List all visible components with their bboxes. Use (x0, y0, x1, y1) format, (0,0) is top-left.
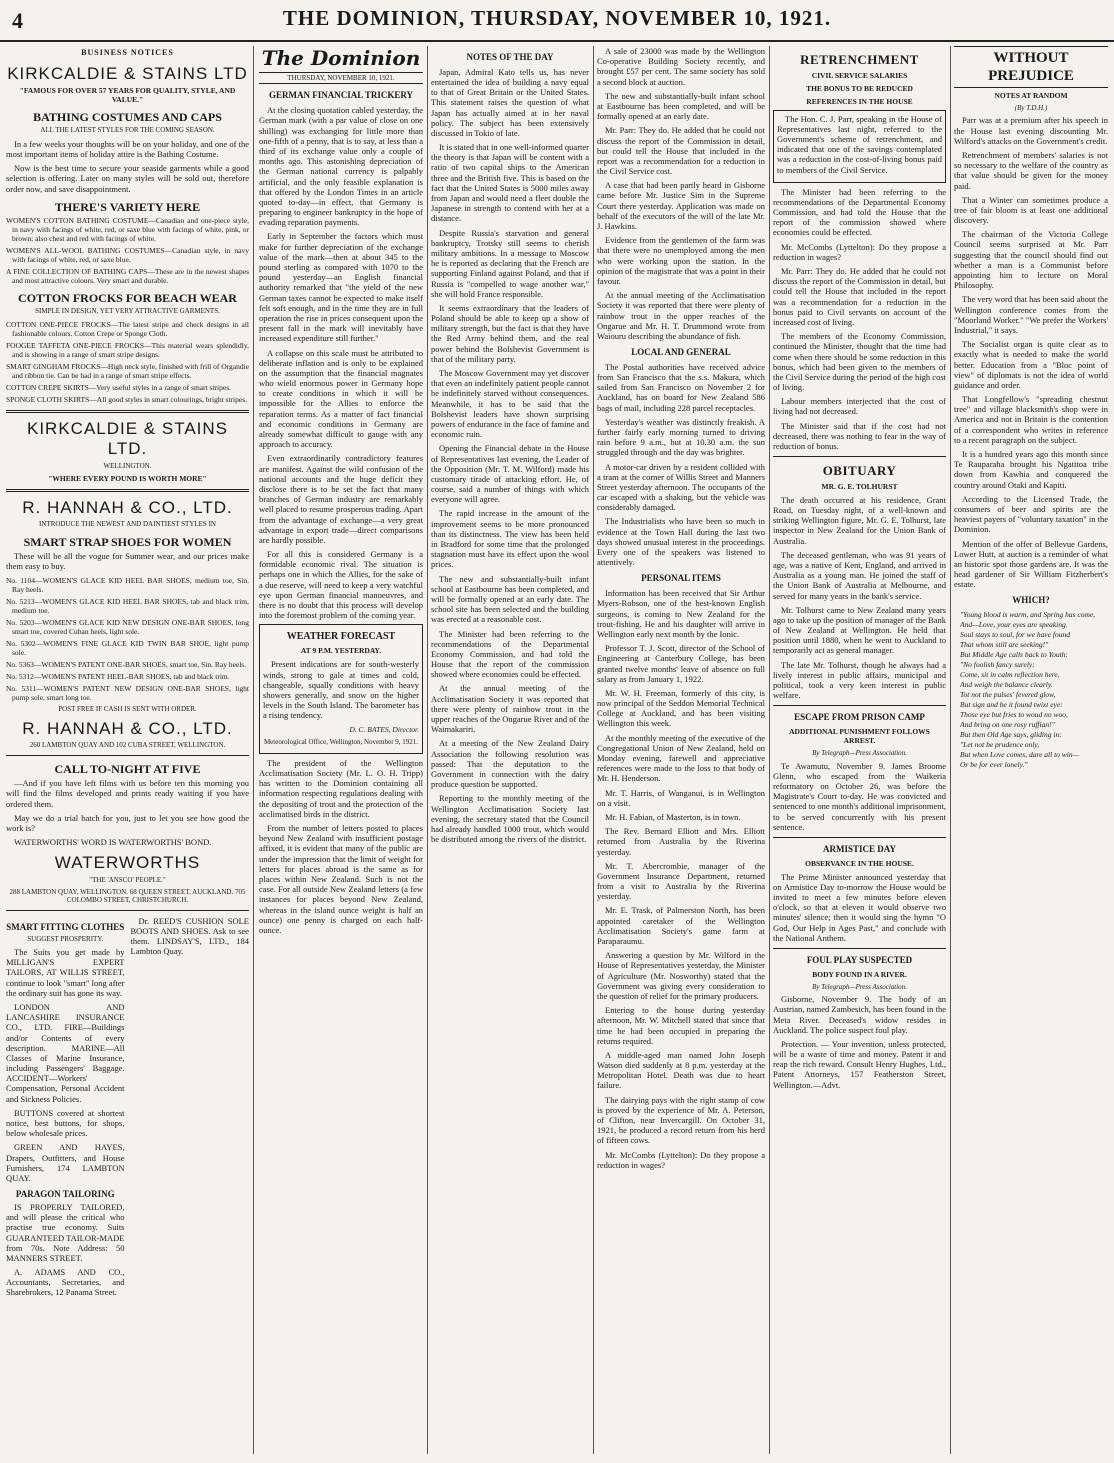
poem-line: "No foolish fancy surely; (960, 660, 1035, 670)
column-rule (950, 46, 951, 1454)
notes-heading: NOTES OF THE DAY (466, 52, 554, 62)
obituary-paragraph: The deceased gentleman, who was 91 years of age, was a native of Kent, England, and arrived in Australia as a young man. He joined the staff of the Union Bank of Australia at Melbourne, and served for many years in the bank's service. (773, 549, 946, 601)
local-paragraph: A middle-aged man named John Joseph Watson died suddenly at 8 p.m. yesterday at the Metropolitan Hotel. Death was due to heart failure. (597, 1049, 765, 1091)
ad-item: A FINE COLLECTION OF BATHING CAPS—These are in the newest shapes and most attractive colours. Very smart and durable. (6, 267, 249, 286)
reeds-text: Dr. REED'S CUSHION SOLE BOOTS AND SHOES. Ask to see them. LINDSAY'S, LTD., 184 Lambton Quay. (130, 915, 249, 957)
local-paragraph: The new and substantially-built infant school at Eastbourne has been completed, and will be formally opened at an early date. The school site has been selected and the building was erected at a reasonable cost. (431, 573, 589, 625)
hannah-text: These will be all the vogue for Summer wear, and our prices make them easy to buy. (6, 551, 249, 572)
bathing-subheading: ALL THE LATEST STYLES FOR THE COMING SEASON. (40, 126, 215, 135)
leader-column (259, 46, 423, 1456)
weather-office: Meteorological Office, Wellington, November 9, 1921. (263, 737, 419, 746)
retrenchment-sub-3: REFERENCES IN THE HOUSE (806, 96, 913, 106)
poem-line: Come, sit in calm reflection here, (960, 670, 1060, 680)
ad-item: SPONGE CLOTH SKIRTS—All good styles in smart colourings, bright stripes. (6, 394, 248, 404)
hannah-name-2: R. HANNAH & CO., LTD. (22, 718, 233, 738)
notes-paragraph: Japan, Admiral Kato tells us, has never entertained the idea of building a navy equal to that of Great Britain or the United States. This statement raises the question of what Japan has actually aimed at in her naval policy. The subject has been extensively discussed in Tokio of late. (431, 66, 589, 138)
waterworths-name: WATERWORTHS (54, 853, 201, 873)
retrenchment-paragraph: Mr. Parr: They do. He added that he could not discuss the report of the Commission in detail, but could tell the House that included in the report was a recommendation for a reduction in the bonus paid to Civil servants on account of the increased cost of living. (773, 266, 946, 327)
retrenchment-sub-2: THE BONUS TO BE REDUCED (806, 83, 913, 93)
local-paragraph: At the annual meeting of the Acclimatisation Society it was reported that there were plenty of rainbow trout in the upper reaches of the Ongarue River and of the Waimakariri. (431, 683, 589, 735)
poem-line: "Young blood is warm, and Spring has come, (960, 610, 1096, 620)
foul-play-heading: FOUL PLAY SUSPECTED (806, 954, 913, 965)
obituary-paragraph: The death occurred at his residence, Grant Road, on Tuesday night, of a well-known and striking Wellington figure, Mr. G. E. Tolhurst, late inspector in New Zealand for the Union Bank of Australia. (773, 494, 946, 546)
personal-paragraph: Mr. H. Fabian, of Masterton, is in town. (605, 811, 741, 822)
ad-item: WOMEN'S COTTON BATHING COSTUME—Canadian and one-piece style, in navy with facings of white, red, or saxe blue with facings of white, pink, or brown; also chest and red with facings of white. (6, 216, 249, 244)
random-note: The very word that has been said about the Wellington conference comes from the "Moorland Worker." "We prefer the Workers' Industrial," it says. (954, 294, 1108, 335)
paragon-text: IS PROPERLY TAILORED, and will please the critical who practise true economy. Suits GUARANTEED TAILOR-MADE from 70s. Note Address: 50 MANNERS STREET. (6, 1201, 125, 1263)
col4-paragraph: Mr. McCombs (Lyttelton): Do they propose a reduction in wages? (597, 1149, 765, 1170)
local-paragraph: Answering a question by Mr. Wilford in the House of Representatives yesterday, the Minister of Agriculture (Mr. Nosworthy) stated that the Government was giving every consideration to the question of relief for the primary producers. (597, 950, 765, 1001)
column-rule (427, 46, 428, 1454)
divider (773, 705, 946, 706)
smart-heading: SMART FITTING CLOTHES (6, 921, 125, 932)
weather-heading: WEATHER FORECAST (286, 631, 396, 643)
poem-line: Or be for ever lonely." (960, 760, 1028, 770)
ad-item: FOOGEE TAFFETA ONE-PIECE FROCKS—This material wears splendidly, and is showing in a range of smart stripe designs. (6, 340, 249, 359)
notes-at-random-sub: NOTES AT RANDOM (994, 91, 1068, 100)
smart-text: The Suits you get made by MILLIGAN'S EXPERT TAILORS, AT WILLIS STREET, continue to look "smart" long after the ordinary suit has gone its way. (6, 947, 125, 998)
notes-paragraph: Despite Russia's starvation and general bankruptcy, Trotsky still seems to cherish military ambitions. In a message to Moscow he is reported as declaring that the French are supporting Finland against Poland, and that if Russia is "compelled to wage another war," she will hold France responsible. (431, 227, 589, 299)
col4-paragraph: A sale of 23000 was made by the Wellington Co-operative Building Society recently, and brought £57 per cent. The same society has sold a second block at auction. (597, 46, 765, 87)
personal-heading: PERSONAL ITEMS (641, 573, 721, 584)
retrenchment-sub: CIVIL SERVICE SALARIES (811, 70, 908, 80)
leader-date: THURSDAY, NOVEMBER 10, 1921. (259, 72, 423, 84)
hannah-post: POST FREE IF CASH IS SENT WITH ORDER. (58, 704, 197, 713)
call-text-3: WATERWORTHS' WORD IS WATERWORTHS' BOND. (14, 837, 212, 848)
notes-paragraph: The Moscow Government may yet discover that even an indefinitely patient people cannot be indefinitely starved without consequences. Meanwhile, it has to be said that the Bolshevist leaders have shown surprising powers of endurance in the face of famine and economic ruin. (431, 368, 589, 440)
masthead (0, 0, 1114, 42)
foul-play-sub: BODY FOUND IN A RIVER. (812, 969, 907, 979)
retrenchment-column (773, 46, 946, 1456)
acclimatisation-text: The president of the Wellington Acclimatisation Society (Mr. L. O. H. Tripp) has written to the Dominion containing all information respecting regulations dealing with the depositing of trout and the protection of the acclimatised birds in the district. (259, 757, 423, 819)
column-rule (769, 46, 770, 1454)
protection-ad: Protection. — Your invention, unless protected, will be a waste of time and money. Patent it and reap the rich reward. Consult Henry Hughes, Ltd., Patent Attorneys, 157 Featherston Street, Wellington.—Advt. (773, 1038, 946, 1090)
random-note: The Socialist organ is quite clear as to exactly what is needed to make the world better. Education from a "Bloc point of view" of diplomats is not the idea of world guidance and order. (954, 339, 1108, 390)
bathing-heading: BATHING COSTUMES AND CAPS (33, 109, 222, 124)
random-note: Retrenchment of members' salaries is not so necessary to the welfare of the country as that value should be given for the money paid. (954, 149, 1108, 191)
poem-heading: WHICH? (1012, 595, 1050, 606)
local-heading: LOCAL AND GENERAL (631, 347, 731, 358)
divider (6, 410, 249, 413)
personal-paragraph: Information has been received that Sir Arthur Myers-Robson, one of the best-known English surgeons, is coming to New Zealand for the trout-fishing. He and his daughter will arrive in Wellington early next month by the Ionic. (597, 588, 765, 639)
foul-play-text: Gisborne, November 9. The body of an Austrian, named Zambesich, has been found in the Meta River. Deceased's widow resides in Auckland. The police suspect foul play. (773, 994, 946, 1035)
adams-text: A. ADAMS AND CO., Accountants, Secretaries, and Sharebrokers, 12 Panama Street. (6, 1267, 125, 1298)
random-note: According to the Licensed Trade, the consumers of beer and spirits are the heaviest payers of "voluntary taxation" in the Dominion. (954, 493, 1108, 535)
personal-paragraph: Mr. W. H. Freeman, formerly of this city, is now principal of the Seddon Memorial Technical College at Auckland, and has been visiting Wellington this week. (597, 687, 765, 729)
notes-paragraph: It seems extraordinary that the leaders of Poland should be able to keep up a show of military strength, but the fact is that they have the Red Army behind them, and the real power behind the Bolshevist Government is that of the military party. (431, 302, 589, 364)
foul-play-byline: By Telegraph—Press Association. (812, 982, 907, 991)
local-paragraph: The Postal authorities have received advice from San Francisco that the s.s. Makura, which sailed from San Francisco on November 2 for Auckland, has on board for New Zealand 586 bags of mail, including 228 parcel receptacles. (597, 361, 765, 413)
leader-paragraph: At the closing quotation cabled yesterday, the German mark (with a par value of close on one shilling) was exchanging for little more than one-fifth of a penny, that is to say, at less than a third of its exchange value only a couple of months ago. This astonishing depreciation of the German national currency is palpably artificial, and the only feasible explanation is that offered by the London Times in an article quoted to-day—in effect, that Germany is preparing to engineer bankruptcy in the hope of evading reparation payments. (259, 105, 423, 228)
poem (954, 610, 1108, 769)
without-prejudice-column (954, 46, 1108, 1456)
divider (773, 456, 946, 457)
local-paragraph: Yesterday's weather was distinctly freakish. A further fairly early morning turned to driving rain before 9 a.m., but at 10.30 a.m. the sun struggled through and the day was brighter. (597, 416, 765, 458)
retrenchment-paragraph: Mr. McCombs (Lyttelton): Do they propose a reduction in wages? (773, 241, 946, 262)
personal-paragraph: Professor T. J. Scott, director of the School of Engineering at Canterbury College, has been granted twelve months' leave of absence on full salary as from January 1, 1922. (597, 643, 765, 684)
leader-paragraph: For all this is considered Germany is a formidable economic rival. The situation is perhaps one in which the Allies, for the sake of a due reserve, will need to keep a very watchful eye upon German financial manoeuvres, and there is no doubt that this process will develop into the foremost problem of the coming year. (259, 549, 423, 621)
escape-byline: By Telegraph—Press Association. (812, 749, 907, 758)
retrenchment-summary (773, 110, 946, 183)
call-text: —And if you have left films with us before ten this morning you will find the films developed and prints ready waiting if you have ordered them. (6, 778, 249, 809)
shoe-item: No. 1104—WOMEN'S GLACE KID HEEL BAR SHOES, medium toe, Sin. Ray heels. (6, 575, 249, 594)
shoe-item: No. 5312—WOMEN'S PATENT HEEL-BAR SHOES, tab and black trim. (6, 671, 230, 681)
local-column (597, 46, 765, 1456)
kirkcaldie-name-2: KIRKCALDIE & STAINS LTD. (26, 418, 228, 459)
col4-paragraph: At the annual meeting of the Acclimatisation Society it was reported that there were plenty of rainbow trout in the upper reaches of the Ongarue and Mr. H. T. Drummond wrote from Waiouru describing the abundance of fish. (597, 290, 765, 341)
divider (773, 948, 946, 949)
local-paragraph: The Minister had been referring to the recommendations of the Departmental Economy Commission, and had told the House that the report of the commission showed where economies could be effected. (431, 628, 589, 680)
col4-paragraph: Mr. Parr: They do. He added that he could not discuss the report of the Commission in detail, but could tell the House that included in the report was a recommendation for a reduction in the Civil Service cost. (597, 125, 765, 177)
weather-signature: D. C. BATES, Director. (349, 724, 419, 734)
bathing-text-2: Now is the best time to secure your seaside garments while a good selection is offering. Later on many styles will be sold out, therefore order now, and save disappointment. (6, 163, 249, 194)
advertisements-column (6, 46, 249, 1456)
shoe-item: No. 5363—WOMEN'S PATENT ONE-BAR SHOES, smart toe, Sin. Ray heels. (6, 659, 247, 669)
divider (6, 489, 249, 492)
paper-title: The Dominion (261, 46, 421, 70)
hannah-address: 260 LAMBTON QUAY AND 102 CUBA STREET, WELLINGTON. (29, 741, 226, 750)
poem-line: And bring on one rosy ruffian!" (960, 720, 1055, 730)
leader-paragraph: From the number of letters posted to places beyond New Zealand with insufficient postage affixed, it is evident that many of the public are under the impression that the limit of weight for letters for places abroad is the same as for places within New Zealand. Such is not the case. For all outside New Zealand letters (a few instances for places beyond New Zealand, whereas in the island ounce weight is half an ounce) one penny is charged on each half-ounce. (259, 823, 423, 935)
business-notices-label: BUSINESS NOTICES (81, 48, 174, 57)
weather-text: Present indications are for south-westerly winds, strong to gale at times and cold, changeable, squally conditions with heavy showers generally, and snow on the higher levels in the South Island. The barometer has a rising tendency. (263, 659, 419, 721)
frocks-heading: COTTON FROCKS FOR BEACH WEAR (18, 291, 237, 306)
frocks-subheading: SIMPLE IN DESIGN, YET VERY ATTRACTIVE GARMENTS. (35, 307, 220, 316)
local-paragraph: Reporting to the monthly meeting of the Wellington Acclimatisation Society last evening, the secretary stated that the Council had already handled 1000 trout, which would be distributed among the rivers of the district. (431, 793, 589, 845)
retrenchment-paragraph: The members of the Economy Commission, continued the Minister, thought that the time had come when there should be some reduction in this bonus, which had been given to the members of the Civil Service during the period of the high cost of living. (773, 331, 946, 393)
obituary-heading: OBITUARY (822, 463, 897, 479)
notes-paragraph: Opening the Financial debate in the House of Representatives last evening, the Leader of the Opposition (Mr. T. M. Wilford) made his customary tirade of attacking effort. He, of course, said a number of things with which everyone will agree. (431, 443, 589, 505)
kirkcaldie-tagline: "FAMOUS FOR OVER 57 YEARS FOR QUALITY, STYLE, AND VALUE." (19, 85, 236, 104)
shoe-item: No. 5213—WOMEN'S GLACE KID HEEL BAR SHOES, tab and black trim, medium toe. (6, 596, 249, 615)
escape-heading: ESCAPE FROM PRISON CAMP (794, 712, 925, 723)
kirkcaldie-place: WELLINGTON. (103, 461, 152, 470)
ad-item: SMART GINGHAM FROCKS—High neck style, finished with frill of Organdie and ribbon tie. Can be had in a range of smart stripe effects. (6, 361, 249, 380)
col4-paragraph: A case that had been partly heard in Gisborne came before Mr. Justice Sim in the Supreme Court there yesterday. Application was made on behalf of the executors of the will of the late Mr. J. Hawkins. (597, 180, 765, 231)
hannah-intro: INTRODUCE THE NEWEST AND DAINTIEST STYLES IN (39, 520, 216, 529)
column-rule (253, 46, 254, 1454)
leader-paragraph: Even extraordinarily contradictory features are manifest. Against the wild confusion of the national accounts and the huge deficit they disclose there is to be set the fact that many branches of German industry are remarkably well placed to resume prosperous trading. Apart from the advantage of exchange—a very great advantage in export trade—direct comparisons are hardly possible. (259, 453, 423, 545)
bathing-text: In a few weeks your thoughts will be on your holiday, and one of the most important items of holiday attire is the Bathing Costume. (6, 138, 249, 159)
weather-sub: AT 9 P.M. YESTERDAY. (300, 646, 382, 656)
escape-text: Te Awamutu, November 9. James Broome Glenn, who escaped from the Waikeria reformatory on October 26, was before the Magistrate's Court to-day. He was convicted and sentenced to one month's additional imprisonment, to be served concurrently with his present sentence. (773, 760, 946, 832)
waterworths-address: 288 LAMBTON QUAY, WELLINGTON. 68 QUEEN STREET, AUCKLAND. 705 COLOMBO STREET, CHRISTCHURCH. (9, 888, 246, 905)
green-text: GREEN AND HAYES, Drapers, Outfitters, and House Furnishers, 174 LAMBTON QUAY. (6, 1142, 125, 1183)
armistice-heading: ARMISTICE DAY (823, 843, 896, 854)
escape-sub: ADDITIONAL PUNISHMENT FOLLOWS ARREST. (789, 727, 930, 746)
personal-paragraph: At the monthly meeting of the executive of the Congregational Union of New Zealand, held on Monday evening, farewell and appreciative references were made to the loss to that body of Mr. H. Henderson. (597, 732, 765, 784)
personal-paragraph: Mr. E. Trask, of Palmerston North, has been appointed caretaker of the Wellington Acclimatisation Society's game farm at Paraparaumu. (597, 905, 765, 947)
armistice-sub: OBSERVANCE IN THE HOUSE. (805, 858, 914, 868)
retrenchment-paragraph: Labour members interjected that the cost of living had not decreased. (773, 396, 946, 417)
random-note: Parr was at a premium after his speech in the House last evening discounting Mr. Wilford's attacks on the Government's credit. (954, 115, 1108, 146)
local-paragraph: The dairying pays with the right stamp of cow is proved by the experience of Mr. A. Peterson, of Clifton, near Invercargill. On October 31, 1921, he produced a record return from his herd of fifteen cows. (597, 1094, 765, 1146)
random-note: Mention of the offer of Bellevue Gardens, Lower Hutt, at auction is a reminder of what an historic spot those gardens are. It was the head gardener of Sir William Fitzherbert's estate. (954, 538, 1108, 590)
poem-line: Tot not the pulses' fevered glow, (960, 690, 1056, 700)
local-paragraph: Entering to the house during yesterday afternoon, Mr. W. Mitchell stated that since that time he had been occupied in preparing the returns required. (597, 1005, 765, 1046)
poem-line: But when Love comes, dare all to win— (960, 750, 1080, 760)
random-note: It is a hundred years ago this month since Te Rauparaha brought his Ngatitoa tribe down from Kawhia and conquered the country around Otaki and Kapiti. (954, 449, 1108, 490)
variety-heading: THERE'S VARIETY HERE (54, 199, 201, 214)
personal-paragraph: Mr. T. Abercrombie, manager of the Government Insurance Department, returned from a visit to Australia by the Riverina yesterday. (597, 860, 765, 902)
obituary-sub: MR. G. E. TOLHURST (821, 481, 898, 491)
random-note: That a Winter can sometimes produce a tree of fair bloom is at least one additional discovery. (954, 194, 1108, 226)
retrenchment-heading: RETRENCHMENT (800, 52, 919, 67)
retrenchment-summary-text: The Hon. C. J. Parr, speaking in the House of Representatives last night, referred to the Government's scheme of retrenchment, and indicated that one of the savings contemplated was a reduction in the cost-of-living bonus paid to members of the Civil Service. (777, 113, 942, 175)
local-paragraph: A motor-car driven by a resident collided with a tram at the corner of Willis Street and Manners Street yesterday afternoon. The occupants of the car escaped with a shaking, but the vehicle was considerably damaged. (597, 461, 765, 513)
leader-heading: GERMAN FINANCIAL TRICKERY (268, 90, 414, 101)
divider (6, 910, 249, 911)
divider (773, 837, 946, 838)
ad-item: WOMEN'S ALL-WOOL BATHING COSTUMES—Canadian style, in navy with facings of white, red, or saxe blue. (6, 246, 249, 265)
kirkcaldie-tagline-2: "WHERE EVERY POUND IS WORTH MORE" (48, 474, 207, 484)
armistice-text: The Prime Minister announced yesterday that on Armistice Day to-morrow the House would be invited to meet a few minutes before eleven o'clock, so that at eleven it would observe two minutes' silence; then it would sing the hymn "O God, Our Help in Ages Past," and conclude with the National Anthem. (773, 871, 946, 943)
kirkcaldie-name: KIRKCALDIE & STAINS LTD (7, 63, 248, 83)
smart-sub: SUGGEST PROSPERITY. (27, 934, 104, 943)
hannah-heading: SMART STRAP SHOES FOR WOMEN (23, 534, 232, 549)
obituary-paragraph: Mr. Tolhurst came to New Zealand many years ago to take up the position of manager of the Bank of New Zealand at Wellington. He held that position until 1880, when he went to Auckland to temporarily act as general manager. (773, 604, 946, 656)
page-number: 4 (12, 8, 23, 33)
poem-line: And weigh the balance clearly. (960, 680, 1053, 690)
leader-paragraph: A collapse on this scale must be attributed to deliberate inflation and is only to be explained on the assumption that the financial magnates who wield enormous power in Germany hope to create conditions in which it will be impossible for the Allies to enforce the reparation terms. As a matter of fact financial and economic conditions in Germany are already somewhat difficult to gauge with any approach to accuracy. (259, 347, 423, 450)
poem-line: Soul stays to soul, for we have found (960, 630, 1070, 640)
hannah-name: R. HANNAH & CO., LTD. (22, 498, 233, 518)
notes-paragraph: It is stated that in one well-informed quarter the theory is that Japan will be content with a ratio of two capital ships to the American three and the British five. This is based on the fact that the United States is 5000 miles away from Japan and would need a fleet double the Japanese in strength to contend with her at a distance. (431, 142, 589, 224)
waterworths-sub: "THE 'ANSCO' PEOPLE." (89, 875, 166, 884)
buttons-text: BUTTONS covered at shortest notice, best buttons, for shops, below wholesale prices. (6, 1107, 125, 1139)
poem-line: But sign and be it found twixt eye: (960, 700, 1063, 710)
random-note: The chairman of the Victoria College Council seems surprised at Mr. Parr suggesting that the council should find out whether a man is a Communist before appointing him to lecture on Moral Philosophy. (954, 229, 1108, 291)
shoe-item: No. 5203—WOMEN'S GLACE KID NEW DESIGN ONE-BAR SHOES, long smart toe, covered Cuban heels, light sole. (6, 617, 249, 636)
weather-box (259, 624, 423, 754)
poem-line: Those eye but fries to woud no woo, (960, 710, 1068, 720)
personal-paragraph: The Rev. Bernard Elliott and Mrs. Elliott returned from Australia by the Riverina yesterday. (597, 826, 765, 857)
personal-paragraph: Mr. T. Harris, of Wanganui, is in Wellington on a visit. (597, 787, 765, 808)
col4-paragraph: The new and substantially-built infant school at Eastbourne has been completed, and will be formally opened at an early date. (597, 90, 765, 122)
call-text-2: May we do a trial batch for you, just to let you see how good the work is? (6, 812, 249, 833)
poem-line: But then Old Age says, gliding in: (960, 730, 1062, 740)
ad-item: COTTON ONE-PIECE FROCKS—The latest stripe and check designs in all fashionable colours. Cotton Crepe or Sponge Cloth. (6, 319, 249, 338)
ad-item: COTTON CREPE SKIRTS—Very useful styles in a range of smart stripes. (6, 382, 232, 392)
local-paragraph: At a meeting of the New Zealand Dairy Association the following resolution was passed: That the deputation to the Government in connection with the dairy produce question be supported. (431, 738, 589, 790)
paragon-heading: PARAGON TAILORING (15, 1189, 115, 1200)
without-prejudice-heading: WITHOUT PREJUDICE (954, 46, 1108, 88)
poem-line: And—Love, your eyes are speaking. (960, 620, 1068, 630)
page-title: THE DOMINION, THURSDAY, NOVEMBER 10, 1921. (282, 6, 832, 30)
poem-line: "Let not be prudence only, (960, 740, 1040, 750)
retrenchment-paragraph: The Minister said that if the cost had not decreased, there was nothing to fear in the way of reduction of bonus. (773, 420, 946, 452)
random-note: That Longfellow's "spreading chestnut tree" and village blacksmith's shop were in America and not in Britain is the contention of a correspondent who writes in reference to a recent paragraph on the subject. (954, 394, 1108, 445)
divider (6, 755, 249, 756)
obituary-paragraph: The late Mr. Tolhurst, though he always had a lively interest in public affairs, municipal and political, took a very keen interest in public welfare. (773, 659, 946, 701)
column-rule (593, 46, 594, 1454)
shoe-item: No. 5302—WOMEN'S FINE GLACE KID TWIN BAR SHOE, light pump sole. (6, 638, 249, 657)
poem-line: But Middle Age calls back to Youth: (960, 650, 1068, 660)
notes-column (431, 46, 589, 1456)
local-paragraph: The Industrialists who have been so much in evidence at the Town Hall during the last two days showed unusual interest in the proceedings. Every one of the speakers was listened to attentively. (597, 516, 765, 568)
column-byline: (By T.D.H.) (1014, 104, 1048, 112)
col4-paragraph: Evidence from the gentlemen of the farm was that there were no unemployed among the men who were working upon the station. In the opinion of the magistrate that was a point in their favour. (597, 235, 765, 286)
london-text: LONDON AND LANCASHIRE INSURANCE CO., LTD. FIRE—Buildings and/or Contents of every description. MARINE—All Classes of Marine Insurance, including Passengers' Baggage. ACCIDENT—Workers' Compensation, Personal Accident and Sickness Policies. (6, 1001, 125, 1104)
leader-paragraph: Early in September the factors which must make for further depreciation of the exchange value of the mark—then at about 345 to the pound sterling as compared with 1070 to the pound yesterday—an English financial authority remarked that "the yield of the new German taxes cannot be expected to make itself felt soft enough, and in the time they are in full operation the rise in prices consequent upon the present fall in the mark will inevitably have increased expenditure still further." (259, 231, 423, 344)
retrenchment-paragraph: The Minister had been referring to the recommendations of the Departmental Economy Commission, and had told the House that the report of the commission showed where economies could be effected. (773, 186, 946, 238)
local-paragraph: The rapid increase in the amount of the improvement seems to be more pronounced than its distinctness. The view has been held in Bradford for some time that the prolonged stagnation must have its effect upon the wool prices. (431, 508, 589, 570)
call-heading: CALL TO-NIGHT AT FIVE (54, 761, 201, 776)
poem-line: That whom still are seeking!" (960, 640, 1049, 650)
shoe-item: No. 5311—WOMEN'S PATENT NEW DESIGN ONE-BAR SHOES, light pump sole, smart long toe. (6, 683, 249, 702)
